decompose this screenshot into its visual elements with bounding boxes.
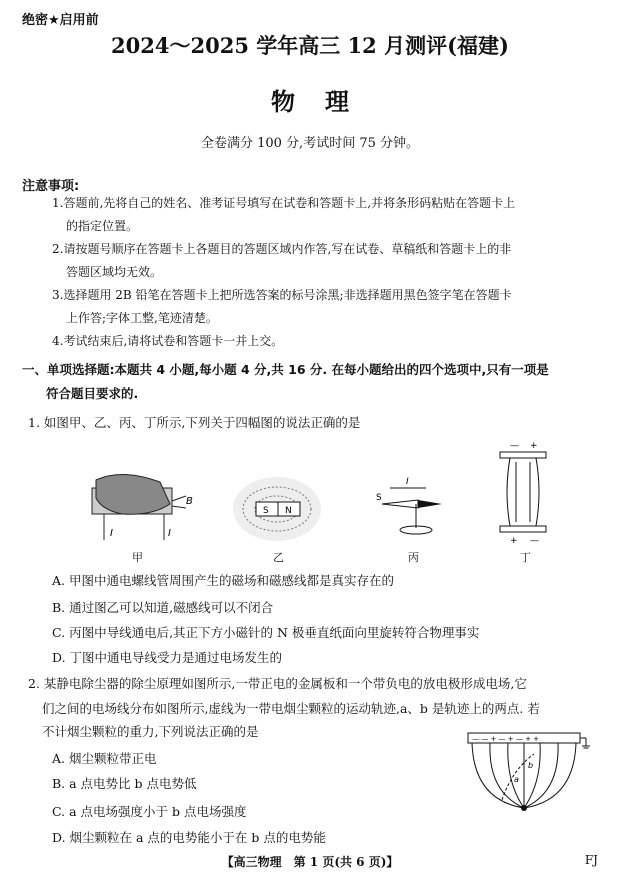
left-wire [507, 458, 510, 526]
page-footer: 【高三物理 第 1 页(共 6 页)】 [221, 855, 399, 869]
caption-jia: 甲 [132, 551, 143, 564]
q2-option-c: C. a 点电场强度小于 b 点电场强度 [52, 804, 247, 819]
point-b-label: b [528, 761, 534, 770]
plate-signs: — — + — + — + + [472, 735, 540, 743]
field-arrow [172, 506, 186, 508]
field-line [524, 743, 540, 808]
current-label: I [168, 528, 171, 539]
q2-stem-line2: 们之间的电场线分布如图所示,虚线为一带电烟尘颗粒的运动轨迹,a、b 是轨迹上的两点. 若 [42, 701, 540, 716]
discharge-electrode [521, 805, 527, 811]
note-line: 4.考试结束后,请将试卷和答题卡一并上交。 [52, 334, 284, 348]
current-label: I [110, 528, 113, 539]
hand-shape [96, 474, 170, 514]
section-heading-line1: 一、单项选择题:本题共 4 小题,每小题 4 分,共 16 分. 在每小题给出的四个选项中,只有一项是 [22, 362, 549, 377]
caption-bing: 丙 [408, 551, 419, 564]
q1-option-a: A. 甲图中通电螺线管周围产生的磁场和磁感线都是真实存在的 [52, 573, 394, 588]
section-heading [22, 358, 549, 406]
compass-needle-n [418, 500, 442, 508]
q2-stem-line3: 不计烟尘颗粒的重力,下列说法正确的是 [42, 724, 259, 739]
q1-stem: 1. 如图甲、乙、丙、丁所示,下列关于四幅图的说法正确的是 [28, 415, 361, 430]
sign-label: — [530, 536, 539, 546]
section-heading-line2: 符合题目要求的. [46, 386, 139, 401]
note-line: 3.选择题用 2B 铅笔在答题卡上把所选答案的标号涂黑;非选择题用黑色签字笔在答题卡 [52, 288, 512, 302]
q1-option-c: C. 丙图中导线通电后,其正下方小磁针的 N 极垂直纸面向里旋转符合物理事实 [52, 625, 480, 640]
q2-stem-line1: 2. 某静电除尘器的除尘原理如图所示,一带正电的金属板和一个带负电的放电极形成电场,它 [28, 676, 527, 691]
figure-yi [232, 474, 322, 544]
sign-label: + [530, 441, 538, 451]
caption-ding: 丁 [520, 551, 531, 564]
sign-label: + [510, 536, 518, 546]
q2-option-d: D. 烟尘颗粒在 a 点的电势能小于在 b 点的电势能 [52, 830, 326, 845]
compass-needle-s [382, 500, 418, 508]
field-line [524, 743, 558, 808]
q1-option-b: B. 通过图乙可以知道,磁感线可以不闭合 [52, 600, 274, 615]
point-a-label: a [514, 775, 519, 784]
note-line: 1.答题前,先将自己的姓名、准考证号填写在试卷和答题卡上,并将条形码粘贴在答题卡上 [52, 196, 516, 210]
s-label: S [376, 493, 382, 503]
q2-option-a: A. 烟尘颗粒带正电 [52, 751, 157, 766]
score-time-line: 全卷满分 100 分,考试时间 75 分钟。 [200, 136, 420, 151]
field-arrow [172, 496, 186, 501]
note-line: 2.请按题号顺序在答题卡上各题目的答题区域内作答,写在试卷、草稿纸和答题卡上的非 [52, 242, 512, 256]
region-code: FJ [584, 853, 598, 867]
subject-title: 物理 [271, 87, 379, 116]
field-line [524, 743, 576, 808]
n-pole-label: N [285, 506, 292, 516]
sign-label: — [510, 441, 519, 451]
caption-yi: 乙 [273, 551, 284, 564]
figure-jia [82, 470, 192, 550]
right-wire [536, 458, 539, 526]
top-plate [500, 452, 546, 458]
confidential-label: 绝密★启用前 [22, 13, 99, 28]
exam-title: 2024～2025 学年高三 12 月测评(福建) [111, 33, 509, 58]
s-pole-label: S [263, 506, 269, 516]
notes-heading: 注意事项: [22, 179, 80, 194]
figure-bing [368, 474, 458, 544]
b-label: B [186, 496, 193, 507]
note-line: 的指定位置。 [66, 219, 139, 233]
current-label: I [406, 477, 409, 487]
figure-ding [496, 440, 552, 546]
q2-option-b: B. a 点电势比 b 点电势低 [52, 776, 197, 791]
note-line: 答题区域均无效。 [66, 265, 163, 279]
figure-precipitator [464, 730, 594, 816]
q1-option-d: D. 丁图中通电导线受力是通过电场发生的 [52, 650, 283, 665]
bottom-plate [500, 526, 546, 532]
note-line: 上作答;字体工整,笔迹清楚。 [66, 311, 218, 325]
